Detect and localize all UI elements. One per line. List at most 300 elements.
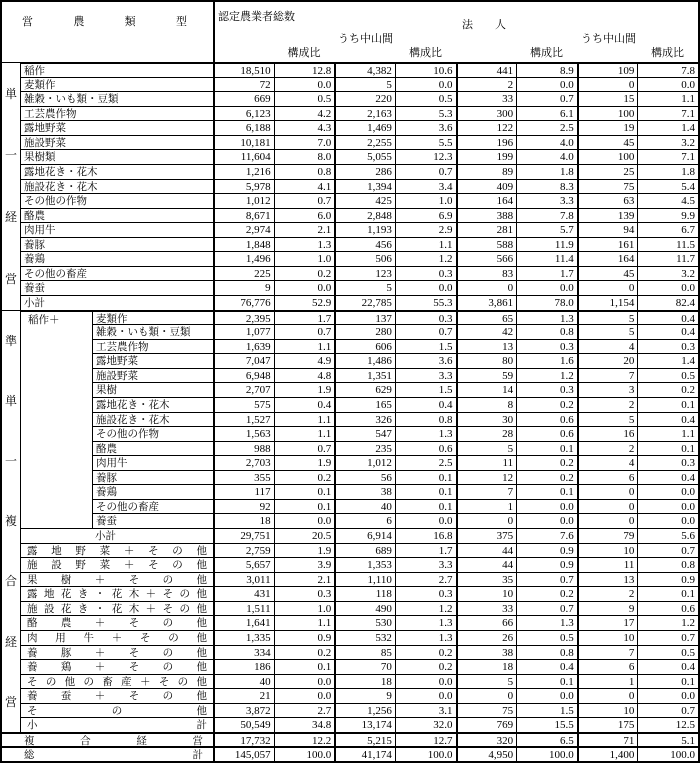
- value-cell: 1.1: [274, 615, 335, 630]
- value-cell: 75: [456, 703, 517, 718]
- value-cell: 1.1: [274, 412, 335, 427]
- value-cell: 0.3: [395, 266, 456, 281]
- value-cell: 2: [577, 441, 638, 456]
- value-cell: 0.9: [516, 543, 577, 558]
- value-cell: 92: [213, 499, 274, 514]
- value-cell: 0.3: [637, 339, 698, 354]
- value-cell: 7.6: [516, 528, 577, 543]
- value-cell: 11.5: [637, 237, 698, 252]
- value-cell: 1.9: [274, 543, 335, 558]
- value-cell: 12.3: [395, 149, 456, 164]
- value-cell: 281: [456, 222, 517, 237]
- value-cell: 6: [577, 659, 638, 674]
- value-cell: 5: [456, 441, 517, 456]
- chuusankan-header-2: うち中山間: [581, 33, 636, 45]
- value-cell: 2.5: [395, 455, 456, 470]
- value-cell: 606: [334, 339, 395, 354]
- value-cell: 17,732: [213, 732, 274, 747]
- value-cell: 0.0: [637, 499, 698, 514]
- value-cell: 0.0: [395, 77, 456, 92]
- value-cell: 40: [334, 499, 395, 514]
- value-cell: 4: [577, 339, 638, 354]
- value-cell: 10,181: [213, 135, 274, 150]
- value-cell: 1,351: [334, 368, 395, 383]
- value-cell: 76,776: [213, 295, 274, 310]
- value-cell: 33: [456, 601, 517, 616]
- value-cell: 0.0: [395, 674, 456, 689]
- value-cell: 0.2: [274, 470, 335, 485]
- value-cell: 1.1: [637, 91, 698, 106]
- row-label: 施設花き・花木: [92, 412, 213, 427]
- value-cell: 100.0: [637, 746, 698, 761]
- value-cell: 0.0: [274, 280, 335, 295]
- value-cell: 1,511: [213, 601, 274, 616]
- value-cell: 1.0: [395, 193, 456, 208]
- value-cell: 10.6: [395, 62, 456, 77]
- value-cell: 4.1: [274, 179, 335, 194]
- value-cell: 11: [577, 557, 638, 572]
- value-cell: 11: [456, 455, 517, 470]
- row-label: 工芸農作物: [20, 106, 213, 121]
- value-cell: 1.7: [395, 543, 456, 558]
- value-cell: 6.0: [274, 208, 335, 223]
- value-cell: 1.2: [395, 601, 456, 616]
- value-cell: 2,395: [213, 310, 274, 325]
- value-cell: 769: [456, 717, 517, 732]
- value-cell: 40: [213, 674, 274, 689]
- value-cell: 1.5: [395, 339, 456, 354]
- value-cell: 1.1: [637, 426, 698, 441]
- chuusankan-header-1: うち中山間: [338, 33, 393, 45]
- value-cell: 0: [456, 688, 517, 703]
- table-header: [2, 2, 698, 62]
- value-cell: 5: [334, 280, 395, 295]
- value-cell: 11.9: [516, 237, 577, 252]
- value-cell: 1,496: [213, 251, 274, 266]
- value-cell: 0.7: [516, 572, 577, 587]
- value-cell: 117: [213, 484, 274, 499]
- value-cell: 2,707: [213, 382, 274, 397]
- ratio-header-2: 構成比: [409, 47, 442, 59]
- value-cell: 326: [334, 412, 395, 427]
- value-cell: 0: [577, 280, 638, 295]
- row-label: 露地花き・花木＋その他: [20, 586, 213, 601]
- value-cell: 196: [456, 135, 517, 150]
- value-cell: 1: [456, 499, 517, 514]
- value-cell: 0.7: [637, 703, 698, 718]
- value-cell: 1.3: [516, 615, 577, 630]
- value-cell: 0: [577, 499, 638, 514]
- row-label: 果樹: [92, 382, 213, 397]
- value-cell: 5.7: [516, 222, 577, 237]
- value-cell: 0: [577, 484, 638, 499]
- value-cell: 5.1: [637, 732, 698, 747]
- value-cell: 0.0: [637, 688, 698, 703]
- value-cell: 9.9: [637, 208, 698, 223]
- row-label: 養鶏: [92, 484, 213, 499]
- value-cell: 3,872: [213, 703, 274, 718]
- value-cell: 280: [334, 324, 395, 339]
- value-cell: 0.0: [516, 513, 577, 528]
- value-cell: 1,848: [213, 237, 274, 252]
- value-cell: 26: [456, 630, 517, 645]
- row-label: 露地花き・花木: [20, 164, 213, 179]
- row-label: その他の畜産: [92, 499, 213, 514]
- value-cell: 588: [456, 237, 517, 252]
- value-cell: 0.0: [274, 513, 335, 528]
- value-cell: 1,216: [213, 164, 274, 179]
- value-cell: 2,848: [334, 208, 395, 223]
- value-cell: 12.7: [395, 732, 456, 747]
- row-label: 肉用牛: [92, 455, 213, 470]
- value-cell: 38: [456, 645, 517, 660]
- value-cell: 375: [456, 528, 517, 543]
- value-cell: 1,193: [334, 222, 395, 237]
- value-cell: 89: [456, 164, 517, 179]
- value-cell: 441: [456, 62, 517, 77]
- value-cell: 50,549: [213, 717, 274, 732]
- value-cell: 2: [577, 586, 638, 601]
- value-cell: 12.5: [637, 717, 698, 732]
- farm-type-column-header: 営農類型: [22, 16, 187, 28]
- value-cell: 186: [213, 659, 274, 674]
- value-cell: 2.7: [395, 572, 456, 587]
- value-cell: 1,639: [213, 339, 274, 354]
- value-cell: 109: [577, 62, 638, 77]
- value-cell: 161: [577, 237, 638, 252]
- value-cell: 18: [456, 659, 517, 674]
- value-cell: 0.3: [637, 455, 698, 470]
- value-cell: 7.8: [516, 208, 577, 223]
- value-cell: 1: [577, 674, 638, 689]
- value-cell: 0.1: [274, 499, 335, 514]
- section-label-single-management: 単 一 経 営: [2, 62, 20, 310]
- value-cell: 506: [334, 251, 395, 266]
- value-cell: 0.2: [395, 659, 456, 674]
- value-cell: 0: [456, 513, 517, 528]
- value-cell: 1.8: [516, 164, 577, 179]
- value-cell: 286: [334, 164, 395, 179]
- value-cell: 14: [456, 382, 517, 397]
- value-cell: 1.0: [274, 251, 335, 266]
- row-label: その他の畜産: [20, 266, 213, 281]
- value-cell: 0.6: [637, 601, 698, 616]
- value-cell: 7.0: [274, 135, 335, 150]
- value-cell: 164: [456, 193, 517, 208]
- value-cell: 3.3: [516, 193, 577, 208]
- value-cell: 13: [577, 572, 638, 587]
- value-cell: 0.7: [637, 543, 698, 558]
- value-cell: 3.6: [395, 120, 456, 135]
- value-cell: 320: [456, 732, 517, 747]
- value-cell: 2.1: [274, 572, 335, 587]
- value-cell: 532: [334, 630, 395, 645]
- value-cell: 20: [577, 353, 638, 368]
- value-cell: 0.1: [274, 659, 335, 674]
- value-cell: 1.8: [637, 164, 698, 179]
- value-cell: 0.0: [637, 77, 698, 92]
- value-cell: 175: [577, 717, 638, 732]
- value-cell: 0.0: [516, 688, 577, 703]
- value-cell: 2,163: [334, 106, 395, 121]
- value-cell: 17: [577, 615, 638, 630]
- row-label: 酪農: [20, 208, 213, 223]
- value-cell: 2,703: [213, 455, 274, 470]
- value-cell: 456: [334, 237, 395, 252]
- value-cell: 3.9: [274, 557, 335, 572]
- value-cell: 18: [334, 674, 395, 689]
- value-cell: 164: [577, 251, 638, 266]
- value-cell: 1,335: [213, 630, 274, 645]
- value-cell: 15.5: [516, 717, 577, 732]
- value-cell: 0.4: [637, 324, 698, 339]
- value-cell: 1.1: [274, 339, 335, 354]
- value-cell: 32.0: [395, 717, 456, 732]
- value-cell: 1.3: [395, 615, 456, 630]
- value-cell: 0.9: [637, 572, 698, 587]
- value-cell: 1.7: [516, 266, 577, 281]
- value-cell: 1,469: [334, 120, 395, 135]
- value-cell: 59: [456, 368, 517, 383]
- certified-farmers-total-header: 認定農業者総数: [218, 11, 295, 23]
- value-cell: 0.7: [274, 324, 335, 339]
- value-cell: 4.0: [516, 149, 577, 164]
- value-cell: 0.1: [637, 441, 698, 456]
- value-cell: 334: [213, 645, 274, 660]
- value-cell: 575: [213, 397, 274, 412]
- value-cell: 0.3: [516, 382, 577, 397]
- compound-management-row-label: 複合経営: [2, 732, 213, 747]
- value-cell: 66: [456, 615, 517, 630]
- value-cell: 4.9: [274, 353, 335, 368]
- value-cell: 4,950: [456, 746, 517, 761]
- value-cell: 4: [577, 455, 638, 470]
- row-label: 養蚕: [92, 513, 213, 528]
- value-cell: 0.5: [516, 630, 577, 645]
- value-cell: 18,510: [213, 62, 274, 77]
- value-cell: 21: [213, 688, 274, 703]
- value-cell: 1,012: [334, 455, 395, 470]
- value-cell: 0.1: [274, 484, 335, 499]
- value-cell: 4,382: [334, 62, 395, 77]
- value-cell: 0.8: [637, 557, 698, 572]
- value-cell: 0.3: [395, 310, 456, 325]
- value-cell: 10: [577, 703, 638, 718]
- value-cell: 7.1: [637, 149, 698, 164]
- value-cell: 5.3: [395, 106, 456, 121]
- value-cell: 0.1: [637, 674, 698, 689]
- value-cell: 7: [577, 368, 638, 383]
- value-cell: 1,353: [334, 557, 395, 572]
- value-cell: 0.2: [516, 455, 577, 470]
- value-cell: 0.7: [516, 601, 577, 616]
- value-cell: 20.5: [274, 528, 335, 543]
- value-cell: 80: [456, 353, 517, 368]
- value-cell: 16.8: [395, 528, 456, 543]
- value-cell: 0.0: [274, 688, 335, 703]
- value-cell: 7: [577, 645, 638, 660]
- value-cell: 100.0: [274, 746, 335, 761]
- row-label: 稲作: [20, 62, 213, 77]
- value-cell: 0: [577, 513, 638, 528]
- group-label-rice-plus: 稲作＋: [20, 310, 92, 528]
- value-cell: 0.4: [637, 659, 698, 674]
- value-cell: 45: [577, 266, 638, 281]
- value-cell: 0.7: [516, 91, 577, 106]
- value-cell: 145,057: [213, 746, 274, 761]
- value-cell: 1.5: [516, 703, 577, 718]
- row-label: 小計: [20, 295, 213, 310]
- value-cell: 38: [334, 484, 395, 499]
- value-cell: 122: [456, 120, 517, 135]
- value-cell: 0.0: [637, 513, 698, 528]
- value-cell: 1,154: [577, 295, 638, 310]
- value-cell: 0.5: [274, 91, 335, 106]
- value-cell: 0.4: [637, 470, 698, 485]
- value-cell: 0.1: [516, 674, 577, 689]
- value-cell: 199: [456, 149, 517, 164]
- value-cell: 6,123: [213, 106, 274, 121]
- value-cell: 8.0: [274, 149, 335, 164]
- value-cell: 5.4: [637, 179, 698, 194]
- value-cell: 3.2: [637, 135, 698, 150]
- value-cell: 52.9: [274, 295, 335, 310]
- value-cell: 1,400: [577, 746, 638, 761]
- value-cell: 1.2: [395, 251, 456, 266]
- value-cell: 33: [456, 91, 517, 106]
- value-cell: 0.7: [274, 441, 335, 456]
- row-label: 施設花き・花木＋その他: [20, 601, 213, 616]
- value-cell: 7.8: [637, 62, 698, 77]
- value-cell: 5: [456, 674, 517, 689]
- value-cell: 6: [577, 470, 638, 485]
- value-cell: 547: [334, 426, 395, 441]
- section-label-semi-single-compound: 準 単 一 複 合 経 営: [2, 310, 20, 732]
- row-label: 酪農: [92, 441, 213, 456]
- value-cell: 2,974: [213, 222, 274, 237]
- value-cell: 0.1: [637, 586, 698, 601]
- value-cell: 19: [577, 120, 638, 135]
- value-cell: 1.0: [274, 601, 335, 616]
- value-cell: 300: [456, 106, 517, 121]
- value-cell: 0.4: [274, 397, 335, 412]
- value-cell: 0.0: [637, 484, 698, 499]
- value-cell: 4.2: [274, 106, 335, 121]
- value-cell: 0.0: [516, 280, 577, 295]
- value-cell: 44: [456, 557, 517, 572]
- value-cell: 8.9: [516, 62, 577, 77]
- value-cell: 5,055: [334, 149, 395, 164]
- value-cell: 82.4: [637, 295, 698, 310]
- value-cell: 0.2: [274, 645, 335, 660]
- value-cell: 6.1: [516, 106, 577, 121]
- value-cell: 2.9: [395, 222, 456, 237]
- value-cell: 0.2: [637, 382, 698, 397]
- row-label: その他の作物: [20, 193, 213, 208]
- value-cell: 530: [334, 615, 395, 630]
- value-cell: 5: [334, 77, 395, 92]
- row-label: その他: [20, 703, 213, 718]
- value-cell: 1.2: [637, 615, 698, 630]
- value-cell: 1,563: [213, 426, 274, 441]
- value-cell: 13: [456, 339, 517, 354]
- row-label: 養豚: [92, 470, 213, 485]
- value-cell: 72: [213, 77, 274, 92]
- value-cell: 8.3: [516, 179, 577, 194]
- value-cell: 3,861: [456, 295, 517, 310]
- ratio-header-1: 構成比: [287, 47, 321, 59]
- value-cell: 235: [334, 441, 395, 456]
- value-cell: 0.2: [516, 397, 577, 412]
- value-cell: 8: [456, 397, 517, 412]
- value-cell: 0.6: [395, 441, 456, 456]
- value-cell: 15: [577, 91, 638, 106]
- value-cell: 1.6: [516, 353, 577, 368]
- value-cell: 629: [334, 382, 395, 397]
- value-cell: 118: [334, 586, 395, 601]
- row-label: 養鶏＋その他: [20, 659, 213, 674]
- value-cell: 78.0: [516, 295, 577, 310]
- value-cell: 1.1: [395, 237, 456, 252]
- value-cell: 0.0: [516, 499, 577, 514]
- row-label: 果樹類: [20, 149, 213, 164]
- value-cell: 44: [456, 543, 517, 558]
- value-cell: 1,110: [334, 572, 395, 587]
- value-cell: 0.2: [395, 645, 456, 660]
- row-label: 養蚕: [20, 280, 213, 295]
- value-cell: 9: [577, 601, 638, 616]
- value-cell: 30: [456, 412, 517, 427]
- value-cell: 0.3: [395, 586, 456, 601]
- value-cell: 0.3: [274, 586, 335, 601]
- value-cell: 22,785: [334, 295, 395, 310]
- row-label: 施設花き・花木: [20, 179, 213, 194]
- value-cell: 2.7: [274, 703, 335, 718]
- value-cell: 100: [577, 149, 638, 164]
- value-cell: 431: [213, 586, 274, 601]
- value-cell: 42: [456, 324, 517, 339]
- value-cell: 9: [213, 280, 274, 295]
- value-cell: 5,978: [213, 179, 274, 194]
- value-cell: 0: [577, 77, 638, 92]
- value-cell: 0.0: [395, 280, 456, 295]
- value-cell: 0.4: [637, 310, 698, 325]
- row-label: 養鶏: [20, 251, 213, 266]
- value-cell: 0.1: [516, 441, 577, 456]
- value-cell: 100: [577, 106, 638, 121]
- value-cell: 1.3: [395, 630, 456, 645]
- value-cell: 0.3: [516, 339, 577, 354]
- value-cell: 0.8: [395, 412, 456, 427]
- value-cell: 0.9: [516, 557, 577, 572]
- value-cell: 2.1: [274, 222, 335, 237]
- value-cell: 1.4: [637, 353, 698, 368]
- value-cell: 1,486: [334, 353, 395, 368]
- row-label: 施設野菜: [92, 368, 213, 383]
- value-cell: 56: [334, 470, 395, 485]
- value-cell: 4.5: [637, 193, 698, 208]
- value-cell: 5,657: [213, 557, 274, 572]
- value-cell: 10: [577, 630, 638, 645]
- corporation-header: 法 人: [462, 19, 506, 31]
- value-cell: 1.2: [516, 368, 577, 383]
- value-cell: 0.4: [637, 412, 698, 427]
- value-cell: 3.2: [637, 266, 698, 281]
- value-cell: 0.2: [516, 470, 577, 485]
- value-cell: 7,047: [213, 353, 274, 368]
- value-cell: 566: [456, 251, 517, 266]
- value-cell: 0.4: [395, 397, 456, 412]
